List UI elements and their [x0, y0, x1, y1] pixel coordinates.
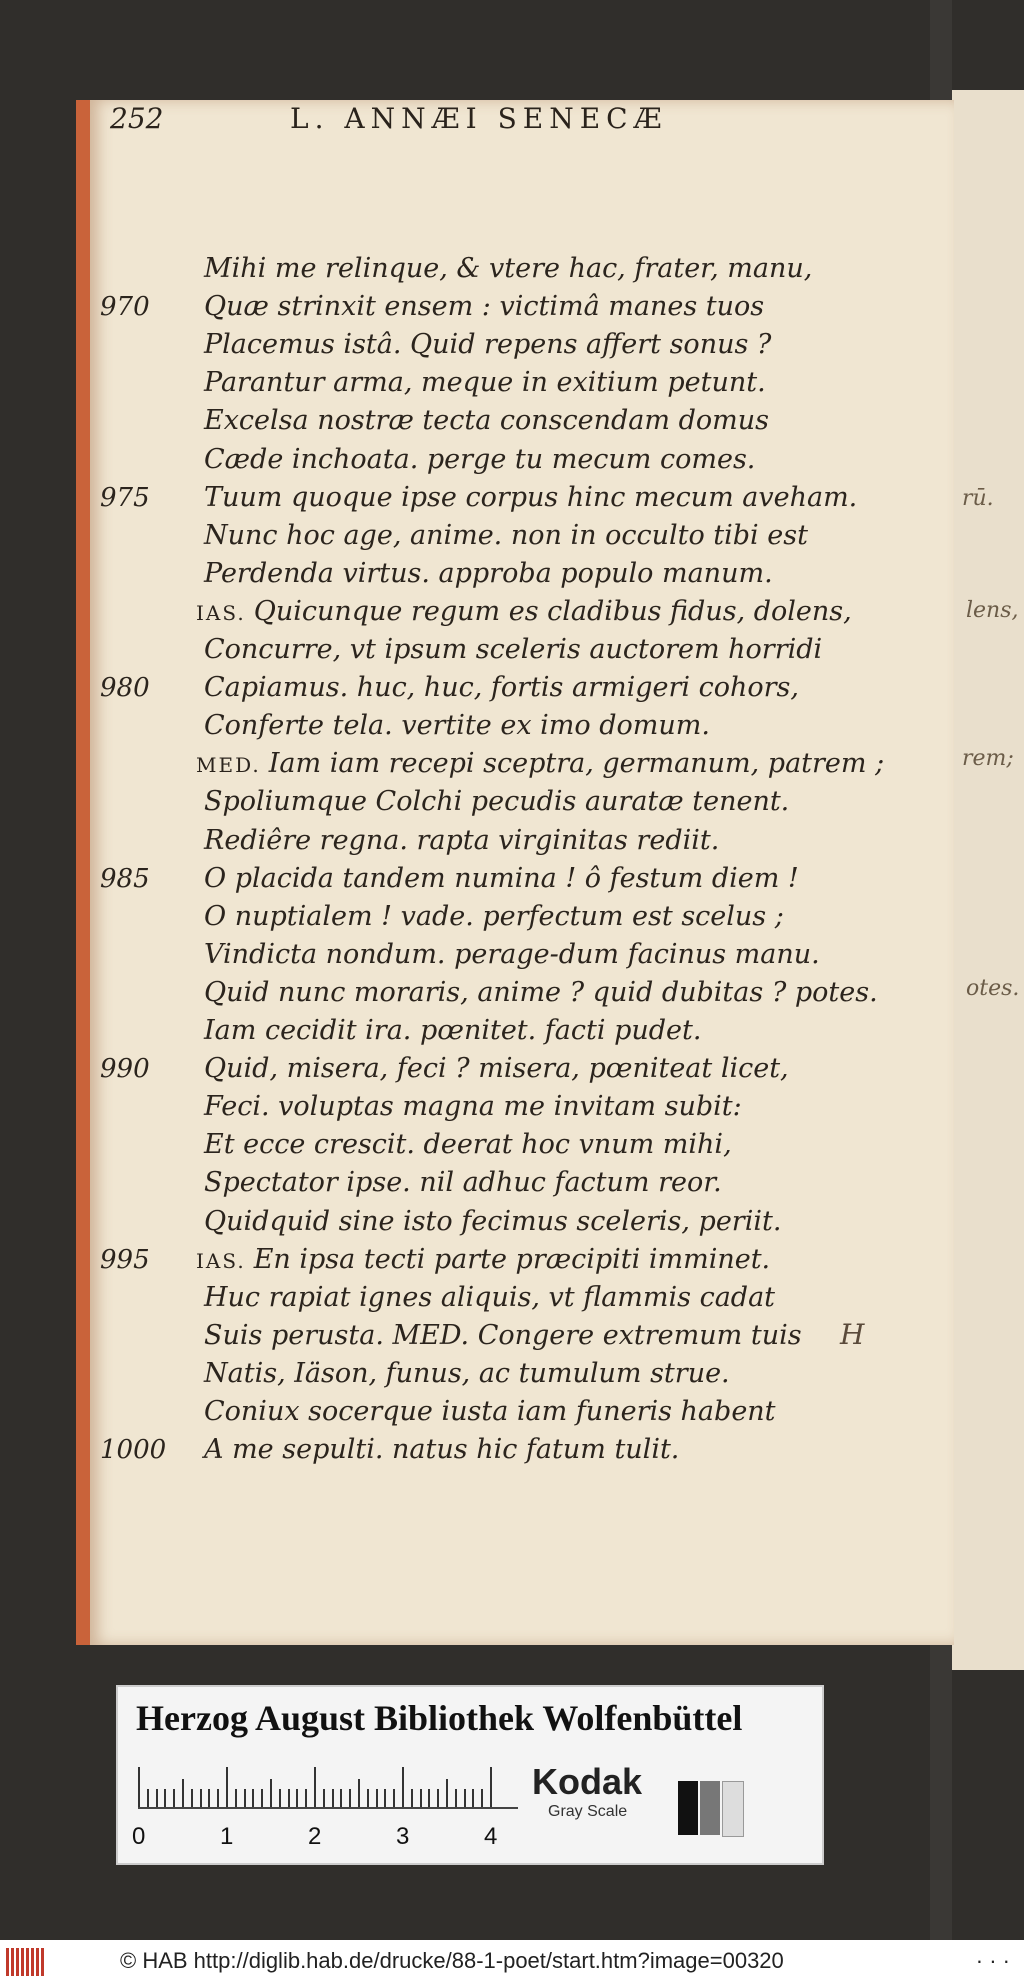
- hab-logo-icon: [6, 1948, 46, 1976]
- ruler-tick: [384, 1789, 386, 1807]
- ruler-tick: [235, 1789, 237, 1807]
- verse-text: [196, 517, 808, 556]
- ruler-tick: [411, 1789, 413, 1807]
- ruler-number: 2: [308, 1823, 322, 1850]
- library-name: Herzog August Bibliothek Wolfenbüttel: [136, 1698, 743, 1738]
- verse-text: [196, 479, 857, 518]
- verse-text: [196, 669, 799, 708]
- verse-text: [196, 1431, 679, 1470]
- ruler-tick: [296, 1789, 298, 1807]
- ruler-tick: [367, 1789, 369, 1807]
- margin-fragment: otes.: [966, 976, 1020, 1001]
- verse-text: [196, 1050, 789, 1089]
- verse-text: [196, 936, 820, 975]
- verse-text: [196, 1279, 775, 1318]
- verse-words: Iam cecidit ira. pœnitet. facti pudet.: [204, 1015, 702, 1046]
- ruler-tick: [270, 1779, 272, 1807]
- ruler-tick: [446, 1779, 448, 1807]
- verse-text: [196, 631, 822, 670]
- ruler-tick: [252, 1789, 254, 1807]
- verse-words: Quicunque regum es cladibus fidus, dolens,: [253, 595, 852, 627]
- verse-words: Tuum quoque ipse corpus hinc mecum aveham.: [204, 481, 858, 513]
- verse-text: [196, 783, 789, 822]
- ruler-tick: [226, 1767, 228, 1807]
- verse-words: Cæde inchoata. perge tu mecum comes.: [204, 443, 756, 475]
- verse-words: Rediêre regna. rapta virginitas rediit.: [204, 824, 720, 856]
- verse-words: Coniux socerque iusta iam funeris habent: [204, 1396, 776, 1427]
- verse-words: Perdenda virtus. approba populo manum.: [204, 557, 773, 589]
- ruler-tick: [437, 1789, 439, 1807]
- verse-words: Parantur arma, meque in exitium petunt.: [204, 367, 766, 399]
- verse-words: O placida tandem numina ! ô festum diem !: [204, 862, 799, 894]
- ruler-tick: [393, 1789, 395, 1807]
- verse-text: [196, 745, 884, 784]
- ruler-tick: [314, 1767, 316, 1807]
- ruler-tick: [481, 1789, 483, 1807]
- ruler-tick: [402, 1767, 404, 1807]
- ruler-tick: [138, 1767, 140, 1807]
- ruler: [138, 1767, 518, 1809]
- verse-text: [196, 860, 799, 899]
- catchword: H: [840, 1318, 865, 1351]
- ruler-tick: [156, 1789, 158, 1807]
- line-number: 995: [100, 1244, 150, 1275]
- ruler-tick: [182, 1779, 184, 1807]
- verse-words: O nuptialem ! vade. perfectum est scelus ;: [204, 900, 784, 932]
- ruler-tick: [279, 1789, 281, 1807]
- ruler-tick: [208, 1789, 210, 1807]
- verse-words: En ipsa tecti parte præcipiti imminet.: [253, 1243, 771, 1275]
- verse-words: Huc rapiat ignes aliquis, vt flammis cadat: [204, 1281, 776, 1313]
- ruler-tick: [332, 1789, 334, 1807]
- verse-text: [196, 1203, 781, 1242]
- verse-text: [196, 364, 766, 403]
- ruler-tick: [261, 1789, 263, 1807]
- gray-swatch-black: [678, 1781, 698, 1835]
- line-number: 985: [100, 863, 150, 894]
- ruler-tick: [455, 1789, 457, 1807]
- verse-text: [196, 326, 771, 365]
- verse-words: Suis perusta. MED. Congere extremum tuis: [204, 1319, 802, 1351]
- verse-text: [196, 974, 878, 1013]
- verse-text: [196, 402, 769, 441]
- gray-swatch-light: [722, 1781, 744, 1837]
- speaker-label: IAS.: [196, 1248, 246, 1273]
- verse-text: [196, 822, 719, 861]
- verse-words: Concurre, vt ipsum sceleris auctorem horridi: [204, 634, 823, 665]
- kodak-logo: Kodak: [532, 1761, 643, 1802]
- verse-text: [196, 555, 773, 594]
- ruler-tick: [288, 1789, 290, 1807]
- line-number: 970: [100, 292, 150, 323]
- speaker-label: IAS.: [196, 600, 246, 625]
- page-number: 252: [110, 102, 164, 135]
- verse-text: [196, 250, 812, 289]
- verse-words: Quid nunc moraris, anime ? quid dubitas ? potes.: [204, 976, 878, 1008]
- ruler-tick: [164, 1789, 166, 1807]
- ruler-tick: [464, 1789, 466, 1807]
- verse-text: [196, 1126, 732, 1165]
- ruler-number: 0: [132, 1823, 146, 1850]
- line-number: 980: [100, 673, 150, 704]
- verse-text: [196, 707, 710, 746]
- margin-fragment: rem;: [962, 746, 1014, 771]
- ruler-tick: [173, 1789, 175, 1807]
- verse-words: Quid, misera, feci ? misera, pœniteat licet,: [204, 1053, 789, 1085]
- verse-text: [196, 593, 852, 632]
- ruler-tick: [358, 1779, 360, 1807]
- ruler-tick: [217, 1789, 219, 1807]
- ruler-tick: [376, 1789, 378, 1807]
- margin-fragment: rū.: [962, 486, 994, 511]
- verse-words: Quidquid sine isto fecimus sceleris, periit.: [204, 1205, 782, 1237]
- copyright-link[interactable]: © HAB http://diglib.hab.de/drucke/88-1-poet/start.htm?image=00320: [120, 1948, 784, 1973]
- ruler-number: 3: [396, 1823, 410, 1850]
- running-title: L. ANNÆI SENECÆ: [290, 102, 668, 135]
- margin-fragment: lens,: [966, 598, 1019, 623]
- verse-text: [196, 1317, 802, 1356]
- ruler-tick: [305, 1789, 307, 1807]
- gray-swatch-mid: [700, 1781, 720, 1835]
- line-number: 990: [100, 1054, 150, 1085]
- verse-text: [196, 898, 784, 937]
- footer-bar: [0, 1940, 1024, 1983]
- verse-words: Vindicta nondum. perage-dum facinus manu.: [204, 938, 820, 970]
- color-target: [116, 1685, 824, 1865]
- verse-text: [196, 441, 755, 480]
- ruler-tick: [490, 1767, 492, 1807]
- verse-words: Excelsa nostræ tecta conscendam domus: [204, 405, 769, 437]
- ruler-number: 1: [220, 1823, 234, 1850]
- verse-text: [196, 1355, 730, 1394]
- verse-words: Et ecce crescit. deerat hoc vnum mihi,: [204, 1129, 732, 1161]
- ruler-tick: [428, 1789, 430, 1807]
- verse-words: Spoliumque Colchi pecudis auratæ tenent.: [204, 786, 790, 818]
- verse-words: A me sepulti. natus hic fatum tulit.: [204, 1434, 680, 1466]
- ruler-tick: [147, 1789, 149, 1807]
- ruler-tick: [472, 1789, 474, 1807]
- speaker-label: MED.: [196, 753, 261, 778]
- line-number: 975: [100, 482, 150, 513]
- gray-scale-label: Gray Scale: [548, 1803, 628, 1820]
- verse-words: Spectator ipse. nil adhuc factum reor.: [204, 1167, 722, 1199]
- verse-words: Capiamus. huc, huc, fortis armigeri cohors,: [204, 672, 799, 704]
- verse-words: Conferte tela. vertite ex imo domum.: [204, 710, 710, 742]
- verse-text: [196, 288, 764, 327]
- running-head: [110, 102, 668, 135]
- verse-words: Feci. voluptas magna me invitam subit:: [204, 1091, 742, 1123]
- verse-words: Iam iam recepi sceptra, germanum, patrem ;: [268, 748, 885, 780]
- ruler-tick: [191, 1789, 193, 1807]
- ruler-tick: [244, 1789, 246, 1807]
- ruler-tick: [349, 1789, 351, 1807]
- more-dots-icon: · · ·: [975, 1948, 1010, 1973]
- verse-text: [196, 1088, 742, 1127]
- ruler-number: 4: [484, 1823, 498, 1850]
- verse-words: Nunc hoc age, anime. non in occulto tibi est: [204, 519, 808, 551]
- verse-words: Quæ strinxit ensem : victimâ manes tuos: [204, 291, 765, 323]
- ruler-tick: [420, 1789, 422, 1807]
- line-number: 1000: [100, 1435, 167, 1466]
- verse-words: Placemus istâ. Quid repens affert sonus ?: [204, 329, 772, 361]
- ruler-tick: [323, 1789, 325, 1807]
- verse-words: Natis, Iäson, funus, ac tumulum strue.: [204, 1357, 730, 1389]
- ruler-tick: [200, 1789, 202, 1807]
- verse-text: [196, 1012, 701, 1051]
- ruler-tick: [340, 1789, 342, 1807]
- verse-words: Mihi me relinque, & vtere hac, frater, manu,: [204, 253, 813, 284]
- verse-text: [196, 1241, 770, 1280]
- verse-text: [196, 1164, 722, 1203]
- verse-text: [196, 1393, 776, 1432]
